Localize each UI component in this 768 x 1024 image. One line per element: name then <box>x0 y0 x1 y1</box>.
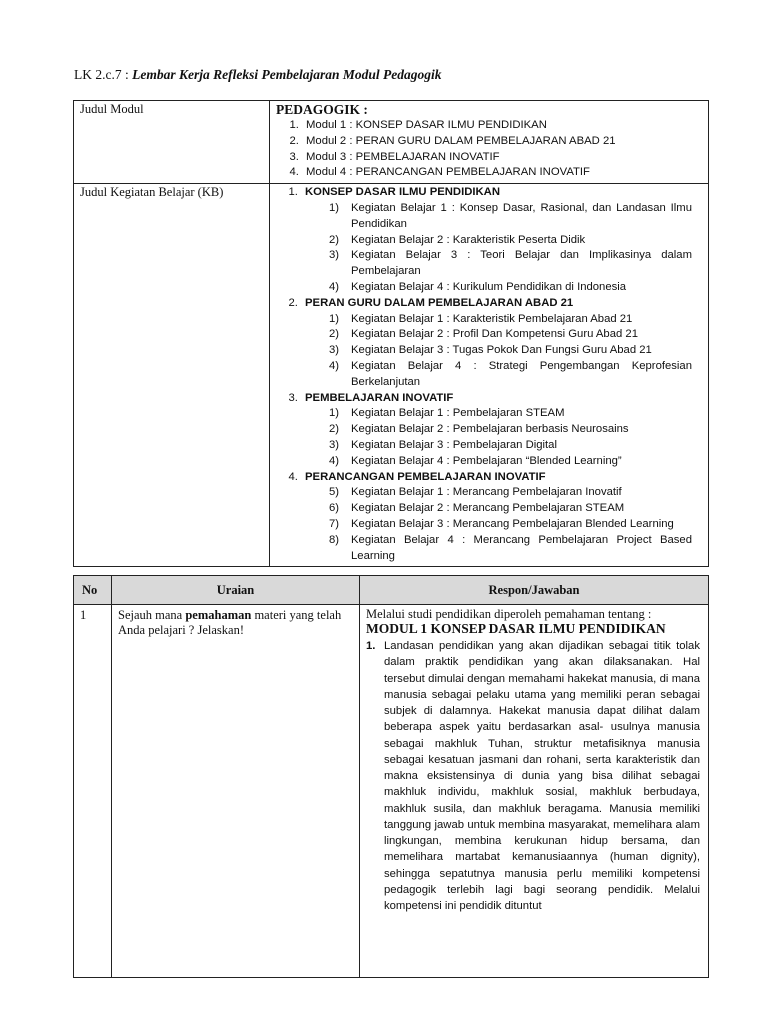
kb-group-title: PEMBELAJARAN INOVATIF <box>305 391 454 404</box>
kb-label: Judul Kegiatan Belajar (KB) <box>74 184 270 567</box>
kb-group-title: KONSEP DASAR ILMU PENDIDIKAN <box>305 186 500 199</box>
pedagogik-heading: PEDAGOGIK : <box>276 102 368 117</box>
reflection-header-row <box>74 576 709 605</box>
kb-item-text: Kegiatan Belajar 2 : Profil Dan Kompetensi Guru Abad 21 <box>351 328 638 341</box>
header-uraian: Uraian <box>112 576 360 605</box>
kb-item-number: 4) <box>329 280 340 293</box>
doc-code: LK 2.c.7 : <box>74 67 129 82</box>
kb-item <box>329 406 692 422</box>
kb-item-text: Kegiatan Belajar 1 : Konsep Dasar, Rasional, dan Landasan Ilmu Pendidikan <box>351 201 692 230</box>
kb-item-text: Kegiatan Belajar 2 : Karakteristik Peserta Didik <box>351 233 586 246</box>
kb-group <box>301 185 692 296</box>
kb-item <box>329 233 692 249</box>
uraian-text: Sejauh mana <box>118 608 186 622</box>
row-uraian <box>112 605 360 978</box>
kb-item-text: Kegiatan Belajar 4 : Strategi Pengembangan Keprofesian Berkelanjutan <box>351 359 692 388</box>
kb-group <box>301 296 692 391</box>
kb-item-list <box>305 406 692 469</box>
kb-item <box>329 485 692 501</box>
header-respon: Respon/Jawaban <box>360 576 709 605</box>
reflection-row <box>74 605 709 978</box>
kb-item <box>329 359 692 391</box>
kb-item-number: 3) <box>329 438 340 451</box>
kb-group-list <box>276 185 692 564</box>
kb-item <box>329 201 692 233</box>
kb-group-title: PERAN GURU DALAM PEMBELAJARAN ABAD 21 <box>305 296 574 309</box>
row-respon <box>360 605 709 978</box>
respon-heading: MODUL 1 KONSEP DASAR ILMU PENDIDIKAN <box>366 621 666 636</box>
kb-item-list <box>305 201 692 296</box>
row-number: 1 <box>74 605 112 978</box>
kb-item-number: 8) <box>329 533 340 546</box>
kb-item-list <box>305 485 692 564</box>
kb-item-number: 1) <box>329 312 340 325</box>
kb-item <box>329 501 692 517</box>
header-no: No <box>74 576 112 605</box>
kb-item <box>329 454 692 470</box>
kb-group <box>301 470 692 565</box>
kb-item <box>329 438 692 454</box>
kb-item-number: 5) <box>329 486 340 499</box>
kb-item-number: 1) <box>329 407 340 420</box>
kb-item-text: Kegiatan Belajar 4 : Merancang Pembelajaran Project Based Learning <box>351 533 692 562</box>
kb-item-number: 6) <box>329 502 340 515</box>
respon-item <box>366 638 700 914</box>
kb-item-text: Kegiatan Belajar 3 : Merancang Pembelajaran Blended Learning <box>351 517 674 530</box>
kb-group-title: PERANCANGAN PEMBELAJARAN INOVATIF <box>305 470 546 483</box>
kb-item <box>329 422 692 438</box>
uraian-bold-text: pemahaman <box>185 608 252 622</box>
reflection-table <box>73 575 709 978</box>
kb-item-number: 3) <box>329 249 340 262</box>
kb-group <box>301 391 692 470</box>
kb-item-text: Kegiatan Belajar 2 : Pembelajaran berbasis Neurosains <box>351 423 629 436</box>
kb-row <box>74 184 709 567</box>
kb-item <box>329 343 692 359</box>
kb-item <box>329 517 692 533</box>
kb-item-text: Kegiatan Belajar 4 : Kurikulum Pendidikan di Indonesia <box>351 280 627 293</box>
module-item: 1. Modul 1 : KONSEP DASAR ILMU PENDIDIKAN <box>302 118 692 134</box>
module-item: 2. Modul 2 : PERAN GURU DALAM PEMBELAJARAN ABAD 21 <box>302 134 692 150</box>
module-content <box>270 101 709 184</box>
kb-item-number: 2) <box>329 423 340 436</box>
kb-item-text: Kegiatan Belajar 1 : Merancang Pembelajaran Inovatif <box>351 486 622 499</box>
kb-item-text: Kegiatan Belajar 3 : Teori Belajar dan Implikasinya dalam Pembelajaran <box>351 249 692 278</box>
kb-item-number: 3) <box>329 344 340 357</box>
kb-item-number: 7) <box>329 517 340 530</box>
respon-item-number: 1. <box>366 640 376 652</box>
kb-item-list <box>305 312 692 391</box>
module-list <box>276 118 692 181</box>
kb-item-number: 2) <box>329 233 340 246</box>
document-title <box>74 67 441 83</box>
kb-item <box>329 280 692 296</box>
kb-item-number: 4) <box>329 454 340 467</box>
kb-item-number: 4) <box>329 359 340 372</box>
respon-item-text: Landasan pendidikan yang akan dijadikan sebagai titik tolak dalam praktik pendidikan yang akan dilaksanakan. Hal tersebut dimulai dengan memahami hakekat manusia, di mana manusia sebagai pelaku utama yang memiliki peran sebagai subjek di dalamnya. Hakekat manusia dapat dilihat dalam beberapa aspek yaitu berdasarkan asal- usulnya manusia sebagai makhluk Tuhan, struktur metafisiknya manusia sebagai kesatuan jasmani dan rohani, serta karakteristik dan makna eksistensinya di dunia yang bisa dilihat sebagai makhluk individu, makhluk sosial, makhluk berbudaya, makhluk susila, dan makhluk beragama. Manusia memiliki tanggung jawab untuk membina masyarakat, memelihara alam lingkungan, membina kerukunan hidup bersama, dan memelihara martabat kemanusiaannya (human dignity), sehingga sepatutnya manusia perlu memiliki kompetensi pedagogik terlebih lagi bagi seorang pendidik. Melalui kompetensi ini pendidik dituntut <box>384 640 700 912</box>
kb-item-number: 1) <box>329 201 340 214</box>
kb-item <box>329 327 692 343</box>
module-info-table <box>73 100 709 567</box>
module-item: 4. Modul 4 : PERANCANGAN PEMBELAJARAN INOVATIF <box>302 165 692 181</box>
module-row <box>74 101 709 184</box>
module-label: Judul Modul <box>74 101 270 184</box>
doc-title-text: Lembar Kerja Refleksi Pembelajaran Modul Pedagogik <box>132 67 442 82</box>
kb-item-text: Kegiatan Belajar 2 : Merancang Pembelajaran STEAM <box>351 502 625 515</box>
kb-item <box>329 533 692 565</box>
kb-content <box>270 184 709 567</box>
uraian-text: materi yang telah Anda pelajari ? Jelaskan! <box>118 608 342 637</box>
kb-item-text: Kegiatan Belajar 3 : Pembelajaran Digital <box>351 438 557 451</box>
kb-item <box>329 312 692 328</box>
kb-item-text: Kegiatan Belajar 1 : Pembelajaran STEAM <box>351 407 565 420</box>
module-item: 3. Modul 3 : PEMBELAJARAN INOVATIF <box>302 150 692 166</box>
kb-item-text: Kegiatan Belajar 3 : Tugas Pokok Dan Fungsi Guru Abad 21 <box>351 344 652 357</box>
kb-item-number: 2) <box>329 328 340 341</box>
kb-item-text: Kegiatan Belajar 4 : Pembelajaran “Blended Learning” <box>351 454 622 467</box>
kb-item <box>329 248 692 280</box>
kb-item-text: Kegiatan Belajar 1 : Karakteristik Pembelajaran Abad 21 <box>351 312 633 325</box>
respon-intro: Melalui studi pendidikan diperoleh pemahaman tentang : <box>366 607 652 621</box>
